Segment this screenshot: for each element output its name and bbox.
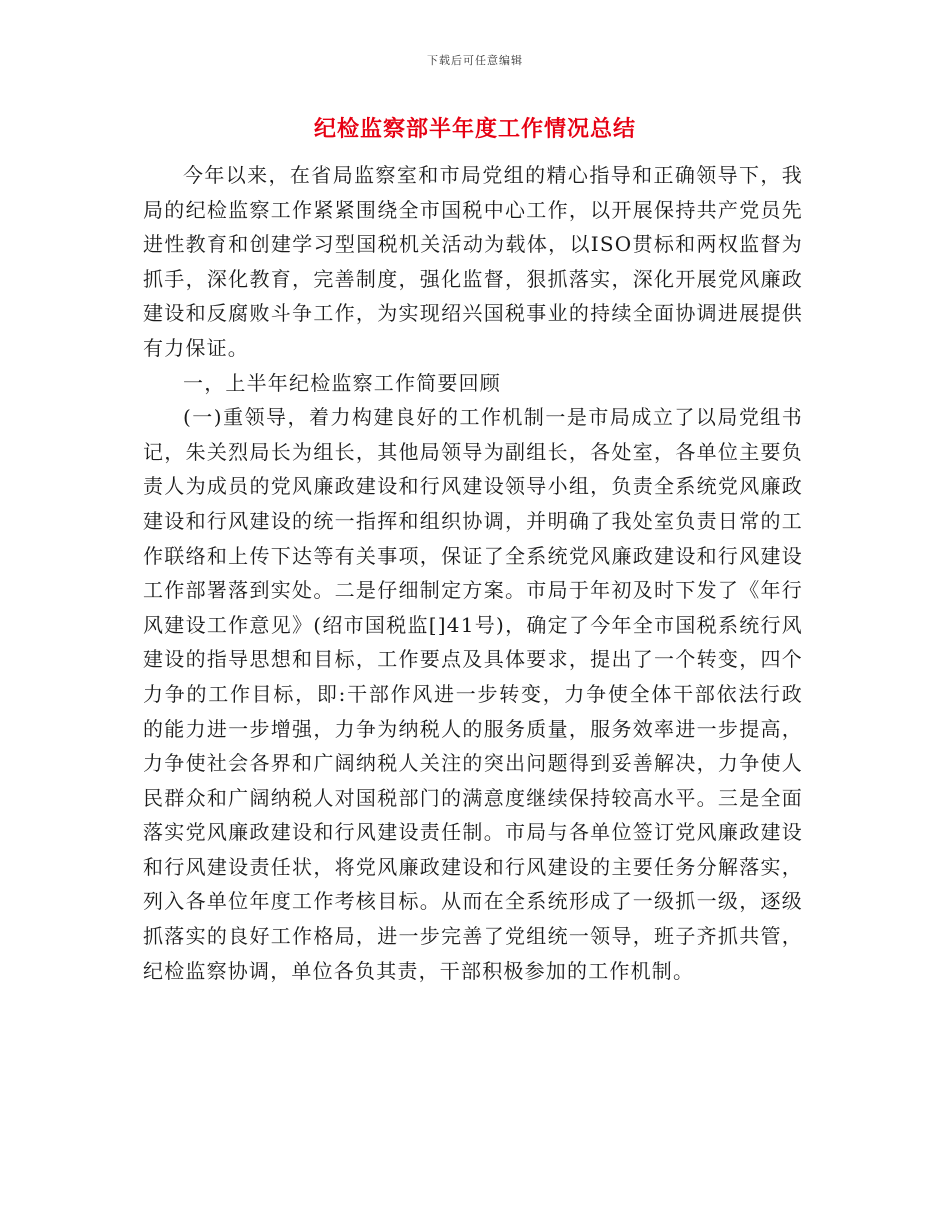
paragraph-intro: 今年以来，在省局监察室和市局党组的精心指导和正确领导下，我局的纪检监察工作紧紧围绕全市国税中心工作，以开展保持共产党员先进性教育和创建学习型国税机关活动为载体，以ISO贯标和两权监督为抓手，深化教育，完善制度，强化监督，狠抓落实，深化开展党风廉政建设和反腐败斗争工作，为实现绍兴国税事业的持续全面协调进展提供有力保证。 (143, 163, 803, 360)
paragraph-section-1: (一)重领导，着力构建良好的工作机制一是市局成立了以局党组书记，朱关烈局长为组长，其他局领导为副组长，各处室，各单位主要负责人为成员的党风廉政建设和行风建设领导小组，负责全系统党风廉政建设和行风建设的统一指挥和组织协调，并明确了我处室负责日常的工作联络和上传下达等有关事项，保证了全系统党风廉政建设和行风建设工作部署落到实处。二是仔细制定方案。市局于年初及时下发了《年行风建设工作意见》(绍市国税监[]41号)，确定了今年全市国税系统行风建设的指导思想和目标，工作要点及具体要求，提出了一个转变，四个力争的工作目标，即:干部作风进一步转变，力争使全体干部依法行政的能力进一步增强，力争为纳税人的服务质量，服务效率进一步提高，力争使社会各界和广阔纳税人关注的突出问题得到妥善解决，力争使人民群众和广阔纳税人对国税部门的满意度继续保持较高水平。三是全面落实党风廉政建设和行风建设责任制。市局与各单位签订党风廉政建设和行风建设责任状，将党风廉政建设和行风建设的主要任务分解落实，列入各单位年度工作考核目标。从而在全系统形成了一级抓一级，逐级抓落实的良好工作格局，进一步完善了党组统一领导，班子齐抓共管，纪检监察协调，单位各负其责，干部积极参加的工作机制。 (143, 405, 803, 983)
section-heading: 一，上半年纪检监察工作简要回顾 (183, 370, 501, 395)
document-title: 纪检监察部半年度工作情况总结 (313, 116, 636, 142)
header-note: 下载后可任意编辑 (427, 54, 523, 67)
document-body (143, 158, 803, 988)
